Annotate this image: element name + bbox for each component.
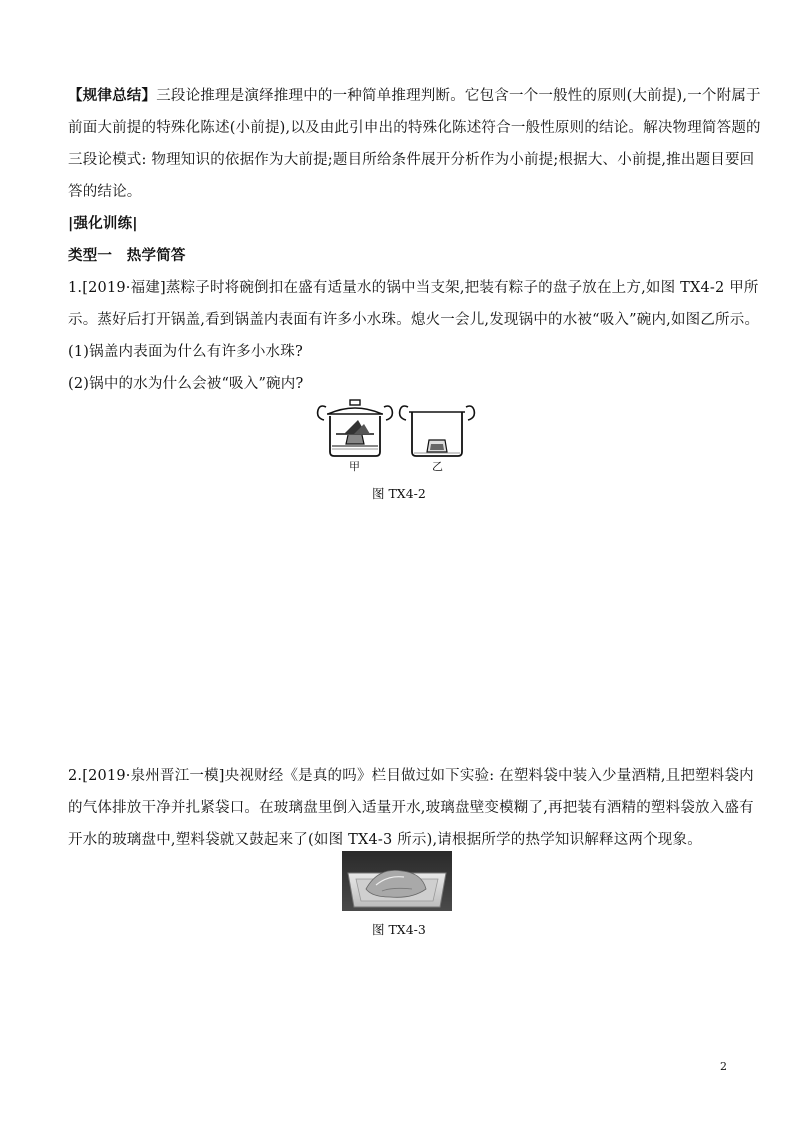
figure-caption-tx4-2: 图 TX4-2 bbox=[372, 486, 426, 501]
summary-line-4: 答的结论。 bbox=[68, 184, 142, 200]
figure-caption-tx4-3: 图 TX4-3 bbox=[372, 922, 426, 937]
figure-label-b: 乙 bbox=[432, 460, 443, 473]
page-number: 2 bbox=[720, 1060, 727, 1073]
section-heading: |强化训练| bbox=[68, 216, 138, 232]
glass-tray-photo bbox=[342, 851, 452, 911]
summary-line-3: 三段论模式: 物理知识的依据作为大前提;题目所给条件展开分析作为小前提;根据大、小前提,推出题目要回 bbox=[68, 152, 755, 168]
q1-line-2: 示。蒸好后打开锅盖,看到锅盖内表面有许多小水珠。熄火一会儿,发现锅中的水被“吸入”碗内,如图乙所示。 bbox=[68, 312, 760, 328]
summary-line-2: 前面大前提的特殊化陈述(小前提),以及由此引申出的特殊化陈述符合一般性原则的结论。解决物理简答题的 bbox=[68, 120, 761, 136]
pot-figure-a bbox=[314, 398, 396, 460]
type-heading: 类型一 热学简答 bbox=[68, 248, 186, 264]
q2-line-3: 开水的玻璃盘中,塑料袋就又鼓起来了(如图 TX4-3 所示),请根据所学的热学知识解释这两个现象。 bbox=[68, 832, 702, 848]
q1-subquestion-1: (1)锅盖内表面为什么有许多小水珠? bbox=[68, 344, 303, 360]
summary-line-1: 【规律总结】三段论推理是演绎推理中的一种简单推理判断。它包含一个一般性的原则(大前提),一个附属于 bbox=[68, 88, 761, 104]
q2-line-2: 的气体排放干净并扎紧袋口。在玻璃盘里倒入适量开水,玻璃盘壁变模糊了,再把装有酒精的塑料袋放入盛有 bbox=[68, 800, 754, 816]
summary-label: 【规律总结】 bbox=[68, 88, 157, 104]
q2-line-1: 2.[2019·泉州晋江一模]央视财经《是真的吗》栏目做过如下实验: 在塑料袋中装入少量酒精,且把塑料袋内 bbox=[68, 768, 754, 784]
q1-line-1: 1.[2019·福建]蒸粽子时将碗倒扣在盛有适量水的锅中当支架,把装有粽子的盘子放在上方,如图 TX4-2 甲所 bbox=[68, 280, 759, 296]
figure-label-a: 甲 bbox=[349, 460, 360, 473]
q1-subquestion-2: (2)锅中的水为什么会被“吸入”碗内? bbox=[68, 376, 304, 392]
pot-figure-b bbox=[396, 398, 478, 460]
